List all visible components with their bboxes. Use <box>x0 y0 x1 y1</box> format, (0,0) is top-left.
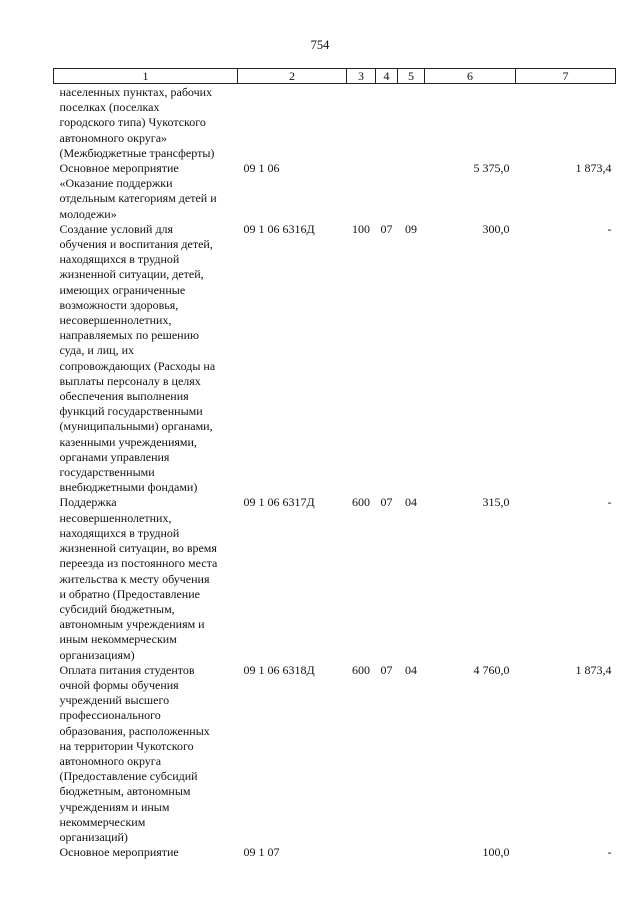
row-rz: 07 <box>380 495 393 510</box>
row-code: 09 1 06 6317Д <box>243 495 315 510</box>
row-pr <box>398 161 425 222</box>
row-sum-2 <box>516 84 616 162</box>
table-header-row <box>54 69 616 84</box>
row-name: Оплата питания студентов очной формы обучения учреждений высшего профессионального образования, расположенных на территории Чукотского автономного округа (Предоставление субсидий бюджетным, автономным учреждениям и иным некоммерческим организаций) <box>59 662 210 844</box>
row-rz <box>376 84 398 162</box>
row-sum-1: 300,0 <box>482 221 510 236</box>
row-pr: 04 <box>405 662 417 677</box>
row-sum-2: - <box>607 495 612 510</box>
column-header: 5 <box>398 69 425 84</box>
page-number: 754 <box>310 38 330 52</box>
row-vr <box>347 84 376 162</box>
row-name: Создание условий для обучения и воспитания детей, находящихся в трудной жизненной ситуации, детей, имеющих ограниченные возможности здоровья, несовершеннолетних, направляемых по решению суда, и лиц, их сопровождающих (Расходы на выплаты персоналу в целях обеспечения выполнения функций государственными (муниципальными) органами, казенными учреждениями, органами управления государственными внебюджетными фондами) <box>59 221 216 495</box>
row-name: Основное мероприятие «Оказание поддержки отдельным категориям детей и молодежи» <box>59 161 217 221</box>
column-header: 3 <box>347 69 376 84</box>
column-header: 4 <box>376 69 398 84</box>
table-row <box>54 495 616 662</box>
row-sum-1: 100,0 <box>482 845 510 860</box>
column-header: 1 <box>54 69 238 84</box>
row-sum-1 <box>425 84 516 162</box>
row-code <box>238 84 347 162</box>
row-pr <box>398 84 425 162</box>
budget-table <box>53 68 616 860</box>
row-name: Поддержка несовершеннолетних, находящихся в трудной жизненной ситуации, во время переезда из постоянного места жительства к месту обучения и обратно (Предоставление субсидий бюджетным, автономным учреждениям и иным некоммерческим организациям) <box>59 495 218 662</box>
row-vr <box>347 161 376 222</box>
row-pr: 09 <box>405 221 417 236</box>
row-code: 09 1 07 <box>243 845 280 860</box>
row-sum-1: 4 760,0 <box>473 662 510 677</box>
row-pr <box>398 845 425 860</box>
row-code: 09 1 06 <box>243 161 280 176</box>
table-row <box>54 663 616 845</box>
row-name: Основное мероприятие <box>59 845 179 860</box>
row-sum-1: 5 375,0 <box>473 161 510 176</box>
row-pr: 04 <box>405 495 417 510</box>
row-name: населенных пунктах, рабочих поселках (поселках городского типа) Чукотского автономного округа» (Межбюджетные трансферты) <box>59 85 215 160</box>
row-code: 09 1 06 6316Д <box>243 221 315 236</box>
row-rz <box>376 845 398 860</box>
column-header: 2 <box>238 69 347 84</box>
table-row <box>54 845 616 860</box>
row-vr <box>347 845 376 860</box>
row-rz <box>376 161 398 222</box>
row-sum-1: 315,0 <box>482 495 510 510</box>
row-code: 09 1 06 6318Д <box>243 662 315 677</box>
row-rz: 07 <box>380 662 393 677</box>
row-vr: 100 <box>352 221 370 236</box>
row-vr: 600 <box>352 662 370 677</box>
row-sum-2: 1 873,4 <box>575 161 612 176</box>
table-row <box>54 84 616 162</box>
column-header: 7 <box>516 69 616 84</box>
row-sum-2: - <box>607 845 612 860</box>
column-header: 6 <box>425 69 516 84</box>
table-row <box>54 161 616 222</box>
row-sum-2: 1 873,4 <box>575 662 612 677</box>
row-vr: 600 <box>352 495 370 510</box>
row-rz: 07 <box>380 221 393 236</box>
row-sum-2: - <box>607 221 612 236</box>
table-row <box>54 222 616 496</box>
